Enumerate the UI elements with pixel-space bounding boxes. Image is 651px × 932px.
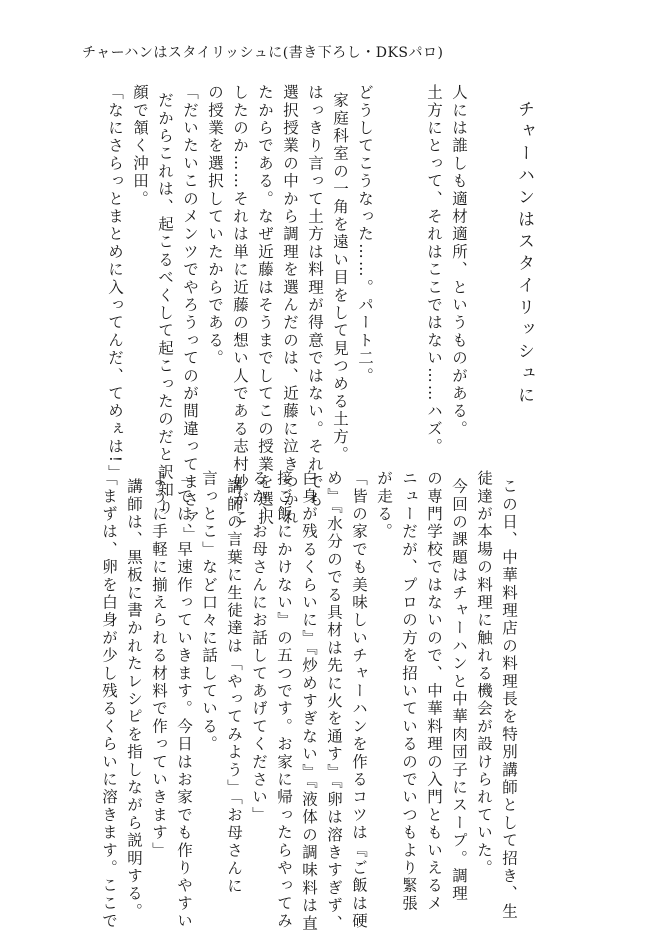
text-line: はっきり言って土方は料理が得意ではない。それでも bbox=[306, 84, 324, 509]
text-line: この日、中華料理店の料理長を特別講師として招き、生 bbox=[500, 478, 518, 921]
text-line: 講師は、黒板に書かれたレシピを指しながら説明する。 bbox=[125, 478, 143, 921]
text-line: め』『水分のでる具材は先に火を通す』『卵は溶きすぎず、 bbox=[325, 470, 343, 932]
paragraph-gap bbox=[377, 84, 421, 414]
page-header bbox=[0, 28, 651, 61]
text-line: の授業を選択していたからである。 bbox=[206, 84, 224, 368]
text-line: 土方にとって、それはここではない……ハズ。 bbox=[425, 84, 443, 456]
text-line: たからである。なぜ近藤はそうまでしてこの授業を選択 bbox=[256, 84, 274, 527]
lower-text-block bbox=[96, 470, 521, 932]
text-line: どうしてこうなった……。パート二。 bbox=[356, 84, 374, 385]
text-line: 家庭科室の一角を遠い目をして見つめる土方。 bbox=[331, 92, 349, 464]
text-line: が走る。 bbox=[375, 470, 393, 541]
running-title: チャーハンはスタイリッシュに(書き下ろし・DKSパロ) bbox=[82, 45, 444, 61]
text-line: 「まずは、卵を白身が少し残るくらいに溶きます。ここで bbox=[100, 470, 118, 931]
text-line: ように手軽に揃えられる材料で作っていきます」 bbox=[150, 470, 168, 860]
text-line: 人には誰しも適材適所、というものがある。 bbox=[450, 84, 468, 438]
text-line: 「では、早速作っていきます。今日はお家でも作りやすい bbox=[175, 470, 193, 931]
text-line: 「皆の家でも美味しいチャーハンを作るコツは『ご飯は硬 bbox=[350, 470, 368, 931]
text-line: 徒達が本場の料理に触れる機会が設けられていた。 bbox=[475, 470, 493, 878]
text-line: 講師の言葉に生徒達は「やってみよう」「お母さんに bbox=[225, 478, 243, 896]
text-line: 言っとこ」など口々に話している。 bbox=[200, 470, 218, 754]
text-line: 「なにさらっとまとめに入ってんだ、てめぇは!」 bbox=[106, 84, 124, 482]
text-line: 選択授業の中から調理を選んだのは、近藤に泣きつかれ bbox=[281, 84, 299, 527]
text-line: だからこれは、起こるべくして起こったのだと訳知り bbox=[156, 92, 174, 517]
text-line: 白身が残るくらいに』『炒めすぎない』『液体の調味料は直 bbox=[300, 470, 318, 932]
text-line: 接ご飯にかけない』の五つです。お家に帰ったらやってみ bbox=[275, 470, 293, 931]
text-line: 「だいたいこのメンツでやろうってのが間違ってまさァ」 bbox=[181, 84, 199, 545]
chapter-title: チャーハンはスタイリッシュに bbox=[514, 100, 534, 408]
text-line: 今回の課題はチャーハンと中華肉団子にスープ。調理 bbox=[450, 478, 468, 903]
text-line: 顔で頷く沖田。 bbox=[131, 84, 149, 208]
text-line: の専門学校ではないので、中華料理の入門ともいえるメ bbox=[425, 470, 443, 913]
text-line: したのか……それは単に近藤の想い人である志村妙がこ bbox=[231, 84, 249, 527]
text-line: るか、お母さんにお話してあげてください」 bbox=[250, 470, 268, 824]
text-line: ニューだが、プロの方を招いているのでいつもより緊張 bbox=[400, 470, 418, 913]
